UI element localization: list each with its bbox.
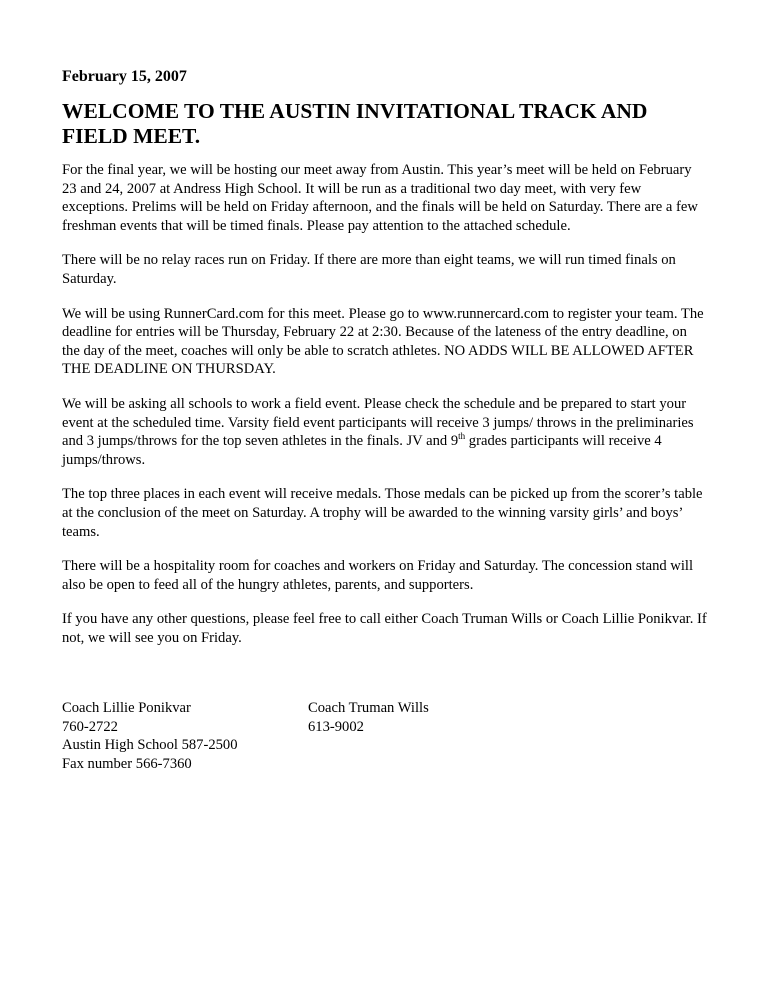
letter-title: WELCOME TO THE AUSTIN INVITATIONAL TRACK AND FIELD MEET. — [62, 99, 648, 148]
paragraph-medals: The top three places in each event will receive medals. Those medals can be picked up from the scorer’s table at the conclusion of the meet on Saturday. A trophy will be awarded to the winning varsity girls’ and boys’ teams. — [62, 486, 703, 540]
paragraph-questions: If you have any other questions, please feel free to call either Coach Truman Wills or Coach Lillie Ponikvar. If not, we will see you on Friday. — [62, 611, 707, 646]
paragraph-relay-races: There will be no relay races run on Friday. If there are more than eight teams, we will run timed finals on Saturday. — [62, 252, 676, 287]
contact-lillie-ponikvar — [62, 699, 238, 773]
paragraph-field-events — [62, 395, 708, 469]
contact-fax: Fax number 566-7360 — [62, 755, 192, 772]
paragraph-meet-overview: For the final year, we will be hosting our meet away from Austin. This year’s meet will be held on February 23 and 24, 2007 at Andress High School. It will be run as a traditional two day meet, with very few exceptions. Prelims will be held on Friday afternoon, and the finals will be held on Saturday. There are a few freshman events that will be timed finals. Please pay attention to the attached schedule. — [62, 162, 698, 234]
contact-truman-wills — [308, 699, 429, 736]
contact-phone: 613-9002 — [308, 718, 364, 735]
ordinal-superscript: th — [458, 431, 466, 442]
field-events-text-end: grades participants will receive 4 jumps/throws. — [62, 433, 662, 468]
contact-school-phone: Austin High School 587-2500 — [62, 737, 238, 754]
paragraph-hospitality: There will be a hospitality room for coaches and workers on Friday and Saturday. The concession stand will also be open to feed all of the hungry athletes, parents, and supporters. — [62, 558, 694, 593]
contact-phone: 760-2722 — [62, 718, 118, 735]
letter-date: February 15, 2007 — [62, 68, 187, 85]
contact-name: Coach Lillie Ponikvar — [62, 700, 191, 716]
field-events-text: We will be asking all schools to work a field event. Please check the schedule and be prepared to start your event at the scheduled time. Varsity field event participants will receive 3 jumps/ throws in the preliminaries and 3 jumps/throws for the top seven athletes in the finals. JV and 9 — [62, 395, 694, 450]
paragraph-registration: We will be using RunnerCard.com for this meet. Please go to www.runnercard.com to register your team. The deadline for entries will be Thursday, February 22 at 2:30. Because of the lateness of the entry deadline, on the day of the meet, coaches will only be able to scratch athletes. NO ADDS WILL BE ALLOWED AFTER THE DEADLINE ON THURSDAY. — [62, 305, 704, 378]
contact-name: Coach Truman Wills — [308, 700, 429, 716]
